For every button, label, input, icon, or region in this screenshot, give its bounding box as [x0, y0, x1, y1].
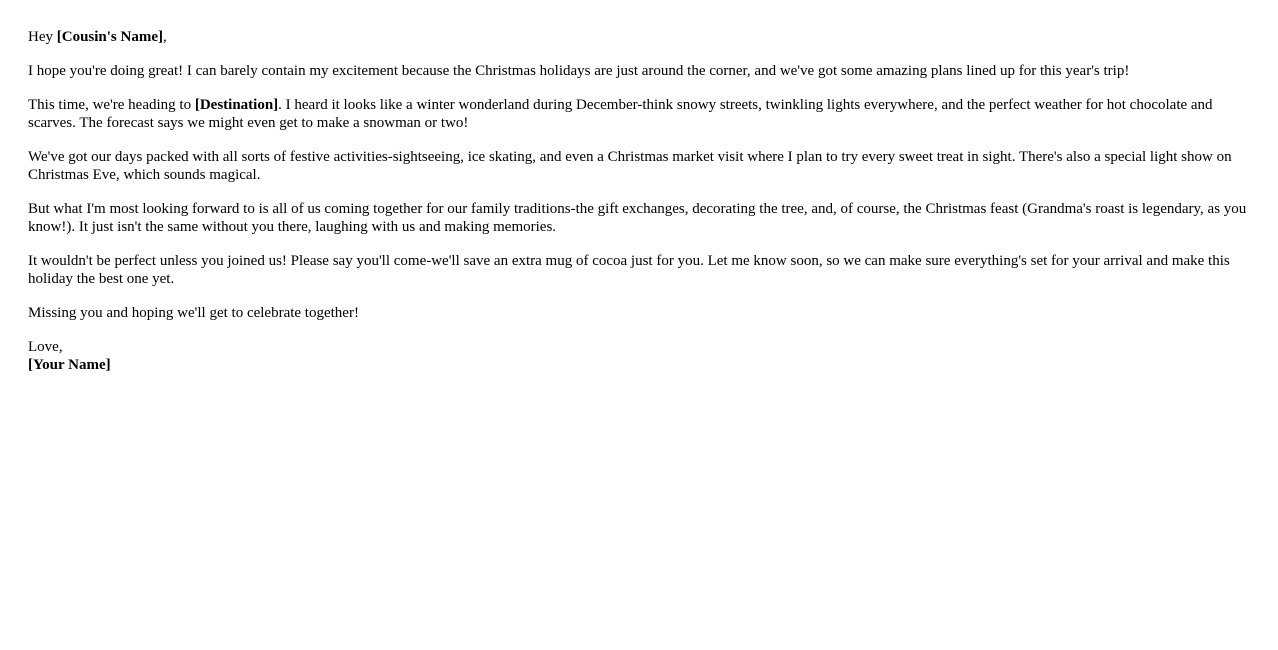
- destination-suffix: . I heard it looks like a winter wonderland during December-think snowy streets, twinkling lights everywhere, and the perfect weather for hot chocolate and scarves. The forecast says we might even get to make a snowman or two!: [28, 97, 1213, 131]
- destination-prefix: This time, we're heading to: [28, 97, 195, 113]
- sign-off: Love,: [28, 339, 63, 355]
- signature-placeholder: [Your Name]: [28, 357, 111, 373]
- paragraph-destination: [28, 96, 1250, 132]
- paragraph-traditions: But what I'm most looking forward to is all of us coming together for our family traditions-the gift exchanges, decorating the tree, and, of course, the Christmas feast (Grandma's roast is legendary, as you know!). It just isn't the same without you there, laughing with us and making memories.: [28, 201, 1247, 235]
- paragraph-missing-you: Missing you and hoping we'll get to celebrate together!: [28, 305, 359, 321]
- paragraph-intro: I hope you're doing great! I can barely contain my excitement because the Christmas holidays are just around the corner, and we've got some amazing plans lined up for this year's trip!: [28, 63, 1130, 79]
- cousin-name-placeholder: [Cousin's Name]: [56, 29, 164, 45]
- greeting-line: [28, 28, 1250, 46]
- signature-line: [28, 356, 1250, 374]
- greeting-suffix: ,: [163, 29, 167, 45]
- greeting-prefix: Hey: [28, 29, 57, 45]
- destination-placeholder: [Destination]: [194, 97, 279, 113]
- letter-body: [28, 28, 1250, 374]
- paragraph-activities: We've got our days packed with all sorts of festive activities-sightseeing, ice skating, and even a Christmas market visit where I plan to try every sweet treat in sight. There's also a special light show on Christmas Eve, which sounds magical.: [28, 149, 1232, 183]
- paragraph-invitation: It wouldn't be perfect unless you joined us! Please say you'll come-we'll save an extra mug of cocoa just for you. Let me know soon, so we can make sure everything's set for your arrival and make this holiday the best one yet.: [28, 253, 1230, 287]
